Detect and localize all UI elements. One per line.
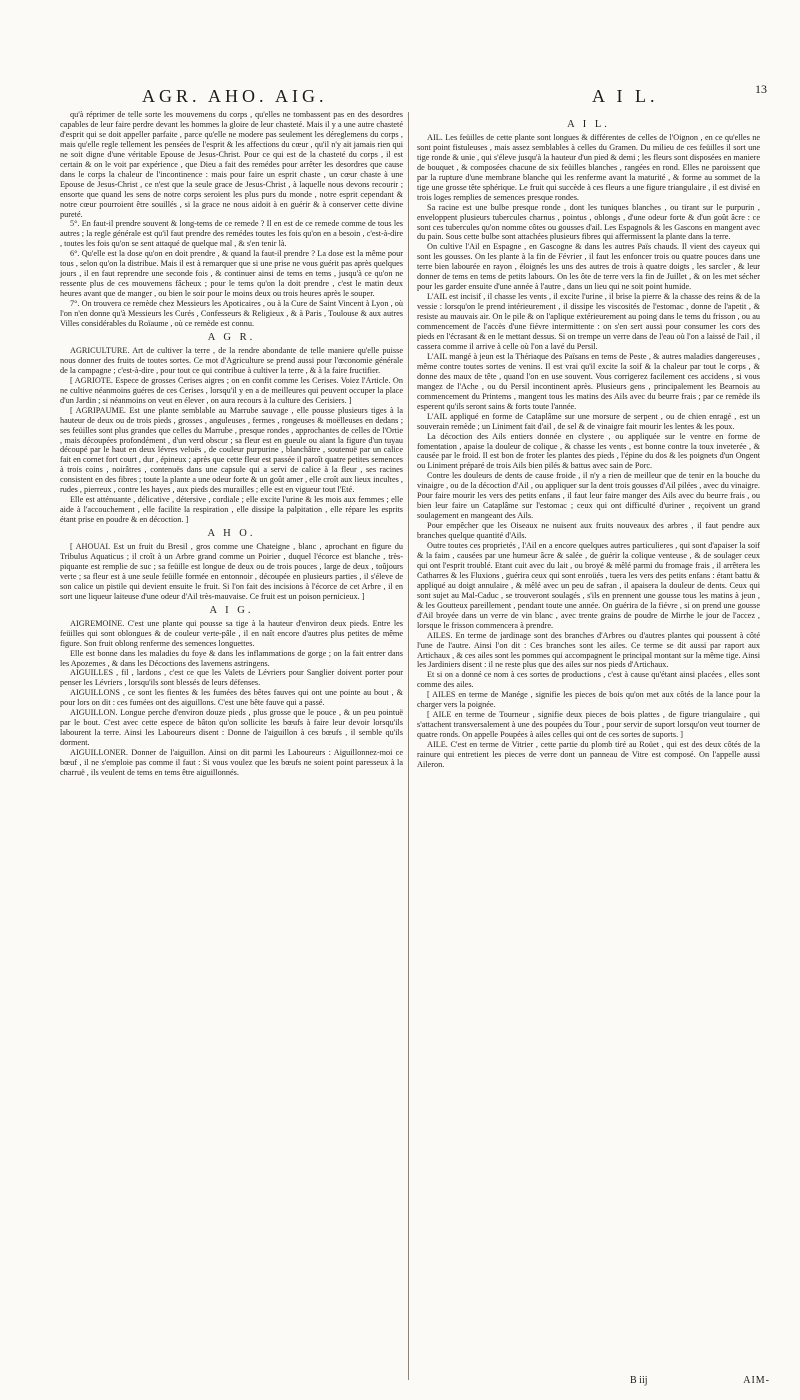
article-paragraph: AILE. C'est en terme de Vitrier , cette partie du plomb tiré au Roüet , qui est des deux côtés de la rainure qui entretient les pieces de verre dont un panneau de Vitre est composé. On l'appelle aussi Aileron. bbox=[417, 740, 760, 769]
article-paragraph: Pour empêcher que les Oiseaux ne nuisent aux fruits nouveaux des arbres , il faut pendre aux branches quelque quantité d'Ails. bbox=[417, 521, 760, 541]
article-paragraph: 5°. En faut-il prendre souvent & long-tems de ce remede ? Il en est de ce remede comme de tous les autres ; la regle générale est qu'il faut prendre des remédes toutes les fois qu'on en a besoin , c'est-à-dire , toutes les fois qu'on se sent attaqué de quelque mal , & s'en tenir là. bbox=[60, 219, 403, 249]
article-paragraph: Elle est atténuante , délicative , détersive , cordiale ; elle excite l'urine & les mois aux femmes ; elle aide à l'accouchement , elle facilite la respiration , elle dissipe la palpitation , elle répare les esprits étant prise en poudre & en décoction. ] bbox=[60, 495, 403, 525]
article-paragraph: 6°. Qu'elle est la dose qu'on en doit prendre , & quand la faut-il prendre ? La dose est la même pour tous , selon qu'on la distribue. Mais il est à remarquer que si une prise ne vous guérit pas après quelques jours , il en faut reprendre une seconde fois , & continuer ainsi de tems en tems , jusqu'à ce qu'on ne ressente plus de ces mouvemens fâcheux ; pour le tems qu'on la doit prendre , c'est le matin deux heures avant que de manger , ou bien le soir pour le moins deux ou trois heures après le souper. bbox=[60, 249, 403, 299]
article-paragraph: [ AHOUAI. Est un fruit du Bresil , gros comme une Chateigne , blanc , aprochant en figure du Tribulus Aquaticus ; il croît à un Arbre grand comme un Poirier , duquel l'écorce est blanche , très-piquante est remplie de suc ; sa feüille est longue de deux ou de trois pouces , large de deux , toûjours verte ; sa fleur est à une seule feüille formée en entonnoir , découpée en plusieurs parties , il s'éleve de son calice un pistile qui devient ensuite le fruit. Si l'on fait des incisions à l'écorce de cet Arbre , il en sort une liqueur laiteuse d'une odeur d'Ail très-mauvaise. Ce fruit est un poison pernicieux. ] bbox=[60, 542, 403, 601]
article-paragraph: On cultive l'Ail en Espagne , en Gascogne & dans les autres Païs chauds. Il vient des cayeux qui sont les gousses. On les plante à la fin de Février , il faut les enfoncer trois ou quatre pouces dans une terre bien labourée en rayon , éloignés les uns des autres de trois à quatre doigts , les sarcler , & leur donner de tems en tems de petits labours. On les ôte de terre vers la fin de Juillet , & on les met sécher pour les garder ensuite d'une année à l'autre , dans un lieu qui ne soit point humide. bbox=[417, 242, 760, 292]
article-paragraph: L'AIL est incisif , il chasse les vents , il excite l'urine , il brise la pierre & la chasse des reins & de la vessie : lorsqu'on le prend intérieurement , il dissipe les viscosités de l'estomac , donne de l'apetit , & resiste au mauvais air. On le pile & on l'aplique extérieurement au poing dans le tems du frisson , ou au commencement de l'accès d'une fiévre intermittente : on s'en sert aussi pour consumer les cors des pieds en l'écrasant & en le mettant dessus. Si on trempe un verre dans de l'eau où l'on a laissé de l'ail , il cassera comme il arrive à celle où l'on a lavé du Persil. bbox=[417, 292, 760, 351]
right-column bbox=[417, 116, 760, 770]
article-paragraph: AILES. En terme de jardinage sont des branches d'Arbres ou d'autres plantes qui poussent à côté l'une de l'autre. Ainsi l'on dit : Ces branches sont les ailes. Ce terme se dit aussi par raport aux Artichaux , & ces ailes sont les pommes qui accompagnent le principal montant sur la même tige. Ainsi les Jardiniers disent : il ne reste plus que des ailes sur nos pieds d'Artichaux. bbox=[417, 630, 760, 670]
left-column bbox=[60, 110, 403, 778]
running-head-left: AGR. AHO. AIG. bbox=[142, 86, 328, 106]
section-heading: A I L. bbox=[567, 119, 610, 130]
article-paragraph: Outre toutes ces proprietés , l'Ail en a encore quelques autres particulieres , qui sont d'apaiser la soif & la faim , causées par une humeur âcre & salée , de guérir la colique venteuse , & de soulager ceux qui ont l'esprit troublé. Etant cuit avec du lait , ou broyé & mêlé parmi du fromage frais , il arrêtera les Catharres & les Fluxions , guérira ceux qui sont enroüés , tuera les vers des petits enfans : étant battu & appliqué au doigt annulaire , & mêlé avec un peu de safran , il apaisera la douleur de dents. Ceux qui sont sujet au Mal-Caduc , se trouveront soulagés , s'ils en prennent une gousse tous les matins à jeun , & les Goutteux pareillement , pendant toute une année. On guérira de la fiévre , si on prend une gousse d'Ail broyée dans un verre de vin blanc , avec trente grains de poudre de Mirrhe le jour de l'accez , lorsque le frisson commencera à prendre. bbox=[417, 541, 760, 630]
article-paragraph: AIGUILLONS , ce sont les fientes & les fumées des bêtes fauves qui ont une pointe au bout , & pour lors on dit : ces fumées ont des aiguillons. C'est une bête fauve qui a passé. bbox=[60, 688, 403, 708]
article-paragraph: L'AIL appliqué en forme de Cataplâme sur une morsure de serpent , ou de chien enragé , est un souverain remède ; un Liniment fait d'ail , de sel & de vinaigre fait mourir les lentes & les poux. bbox=[417, 411, 760, 431]
article-paragraph: AIL. Les feüilles de cette plante sont longues & différentes de celles de l'Oignon , en ce qu'elles ne sont point fistuleuses , mais assez semblables à celles du Gramen. Du milieu de ces feüilles il sort une tige ronde & unie , qui s'éleve jusqu'à la hauteur d'un pied & demi ; les fleurs sont disposées en maniere de bouquet , & composées chacune de six feüilles blanches , rangées en rond. Elles ne paroissent que par la rupture d'une membrane blanche qui les renferme avant la maturité , & forme au sommet de la tige une grosse tête sphérique. Le fruit qui succède à ces fleurs a une figure triangulaire , il est divisé en trois loges remplies de semences presque rondes. bbox=[417, 132, 760, 202]
article-paragraph: L'AIL mangé à jeun est la Thériaque des Païsans en tems de Peste , & autres maladies dangereuses , même contre toutes sortes de venins. Il est vrai qu'il excite la soif & la chaleur par tout le corps , & donne des maux de tête , quand l'on en use souvent. Vous corrigerez facilement ces accidens , si vous mangez de l'Ache , ou du Persil incontinent après. Plusieurs gens , principalement les Bearnois au commencement du Printems , mangent tous les matins des Ails avec du beurre frais ; par ce remède ils esperent qu'ils seront sains & forts toute l'année. bbox=[417, 351, 760, 411]
section-heading: A G R. bbox=[207, 331, 256, 343]
article-paragraph: [ AILES en terme de Manége , signifie les pieces de bois qu'on met aux côtés de la lance pour la charger vers la poignée. bbox=[417, 690, 760, 710]
article-paragraph: [ AGRIPAUME. Est une plante semblable au Marrube sauvage , elle pousse plusieurs tiges à la hauteur de deux ou de trois pieds , grosses , anguleuses , fermes , rongeuses & moëlleuses en dedans ; ses feüilles sont plus grandes que celles du Marrube , presque rondes , approchantes de celles de l'Ortie , mais découpées profondément , d'un verd obscur ; sa fleur est en gueule ou aïant la figure d'un tuyau découpé par le haut en deux lévres veluës , de couleur purpurine , blanchâtre , soutenuë par un calice fait en cornet fort court , dur , épineux ; après que cette fleur est passée il paroît quatre petites semences à trois coins , noirâtres , contenuës dans une capsule qui a servi de calice à la fleur , ses racines consistent en des fibres ; toute la plante a une odeur forte & un goût amer , elle croît aux lieux incultes , rudes , pierreux , contre les hayes , aux pieds des murailles ; elle est en vigueur tout l'Eté. bbox=[60, 405, 403, 495]
article-paragraph: [ AGRIOTE. Espece de grosses Cerises aigres ; on en confit comme les Cerises. Voiez l'Article. On ne cultive néanmoins guéres de ces Cerises , lorsqu'il y en a de meilleures qui peuvent occuper la place d'un Jardin ; si néanmoins on veut en élever , on aura recours à la culture des Cerisiers. ] bbox=[60, 375, 403, 405]
article-paragraph: AGRICULTURE. Art de cultiver la terre , de la rendre abondante de telle maniere qu'elle puisse nous donner des fruits de toutes sortes. Ce mot d'Agriculture se prend aussi pour l'œconomie générale de la campagne ; c'est-à-dire , pour tout ce qui contribue à cultiver la terre , & à la faire fructifier. bbox=[60, 345, 403, 375]
article-paragraph: AIGUILLONER. Donner de l'aiguillon. Ainsi on dit parmi les Laboureurs : Aiguillonnez-moi ce bœuf , il ne s'emploie pas comme il faut : Si vous voulez que les bœufs ne soient point paresseux à la charruë , ils veulent de tems en tems être aiguillonnés. bbox=[60, 748, 403, 777]
catchword: AIM- bbox=[743, 1375, 770, 1386]
page-footer bbox=[620, 1375, 770, 1391]
column-divider bbox=[408, 112, 409, 1380]
article-paragraph: 7°. On trouvera ce remède chez Messieurs les Apoticaires , ou à la Cure de Saint Vincent à Lyon , où l'on n'en donne qu'à Messieurs les Curés , Confesseurs & Religieux , & à Paris , Toulouse & aux autres Villes considérables du Roïaume , où ce remède est connu. bbox=[60, 299, 403, 329]
running-head-right: A I L. bbox=[592, 86, 659, 106]
article-paragraph: AIGUILLON. Longue perche d'environ douze pieds , plus grosse que le pouce , & un peu pointuë par le bout. C'est avec cette espece de bâton qu'on sollicite les bœufs à faire leur devoir lorsqu'ils labourent la terre. Ainsi les Laboureurs disent : Donne de l'aiguillon à ces bœufs , il semble qu'ils dorment. bbox=[60, 708, 403, 748]
section-heading: A I G. bbox=[209, 604, 254, 616]
article-paragraph: qu'à réprimer de telle sorte les mouvemens du corps , qu'elles ne tombassent pas en des desordres capables de leur faire perdre devant les hommes la gloire de leur chasteté. Mais il y a une autre chasteté d'esprit qui se doit appeller parfaite , parce qu'elle ne modere pas seulement les déreglemens du corps , mais qu'elle regle tellement les pensées de l'esprit & les affections du cœur , qu'il n'y ait jamais rien qui ne soit digne d'une véritable Epouse de Jesus-Christ. Pour ce qui est de la chasteté du corps , il est certain & on le voit par expérience , que Dieu a fait des remédes pour arrêter les desordres que cause dans le corps la chaleur de l'incontinence : mais pour faire un esprit chaste , un cœur chaste à une Epouse de Jesus-Christ , ce n'est que la seule grace de Jesus-Christ , à laquelle nous devons recourir ; ensorte que quand les sens de notre corps seroient les plus purs du monde , notre esprit cependant & notre cœur pourroient être souillés , si la grace ne nous aidoit à en guérir & à conserver cette divine pureté. bbox=[60, 110, 403, 219]
article-paragraph: Et si on a donné ce nom à ces sortes de productions , c'est à cause qu'étant ainsi placées , elles sont comme des ailes. bbox=[417, 670, 760, 690]
article-paragraph: AIGUILLES , fil , lardons , c'est ce que les Valets de Lévriers pour Sanglier doivent porter pour penser les Lévriers , lorsqu'ils sont blessés de leurs défenses. bbox=[60, 668, 403, 688]
article-paragraph: [ AILE en terme de Tourneur , signifie deux pieces de bois plattes , de figure triangulaire , qui s'attachent transversalement à une des poupées du Tour , pour servir de suport lorsqu'on veut tourner de quatre ronds. On appelle Poupées à ailes celles qui ont de ces sortes de suports. ] bbox=[417, 710, 760, 740]
page-number: 13 bbox=[755, 82, 767, 96]
article-paragraph: Elle est bonne dans les maladies du foye & dans les inflammations de gorge ; on la fait entrer dans les Apozemes , & dans les Décoctions des lavemens astringens. bbox=[60, 648, 403, 668]
running-head bbox=[52, 82, 767, 108]
article-paragraph: Contre les douleurs de dents de cause froide , il n'y a rien de meilleur que de tenir en la bouche du vinaigre , ou de la décoction d'Ail , ou appliquer sur la dent trois gousses d'Ail pilées , avec du vinaigre. Pour faire mourir les vers des petits enfans , il faut leur faire manger des Ails avec du beurre frais , ou bien leur faire un Cataplâme sur l'estomac ; ceux qui ont difficulté d'uriner , reçoivent un grand soulagement en mangeant des Ails. bbox=[417, 471, 760, 521]
article-paragraph: La décoction des Ails entiers donnée en clystere , ou appliquée sur le ventre en forme de fomentation , apaise la douleur de colique , & chasse les vents , est bonne contre la toux inveterée , & causée par le froid. Il est bon de froter les plantes des pieds , l'épine du dos & les poignets d'un Ongent ou Liniment préparé de trois Ails bien pilés & battus avec sain de Porc. bbox=[417, 431, 760, 471]
section-heading: A H O. bbox=[207, 528, 256, 540]
article-paragraph: AIGREMOINE. C'est une plante qui pousse sa tige à la hauteur d'environ deux pieds. Entre les feüilles qui sont oblongues & de couleur verte-pâle , il en naît encore d'autres plus petites de même figure. Son fruit oblong renferme des semences longuettes. bbox=[60, 618, 403, 648]
article-paragraph: Sa racine est une bulbe presque ronde , dont les tuniques blanches , ou tirant sur le purpurin , enveloppent plusieurs tubercules charnus , pointus , oblongs , d'une odeur forte & d'un goût âcre : ce sont ces tubercules qu'on nomme côtes ou gousses d'ail. Les Espagnols & les Gascons en mangent avec du pain. Sous cette bulbe sont attachées plusieurs fibres qui affermissent la plante dans la terre. bbox=[417, 202, 760, 242]
signature-mark: B iij bbox=[630, 1375, 648, 1386]
